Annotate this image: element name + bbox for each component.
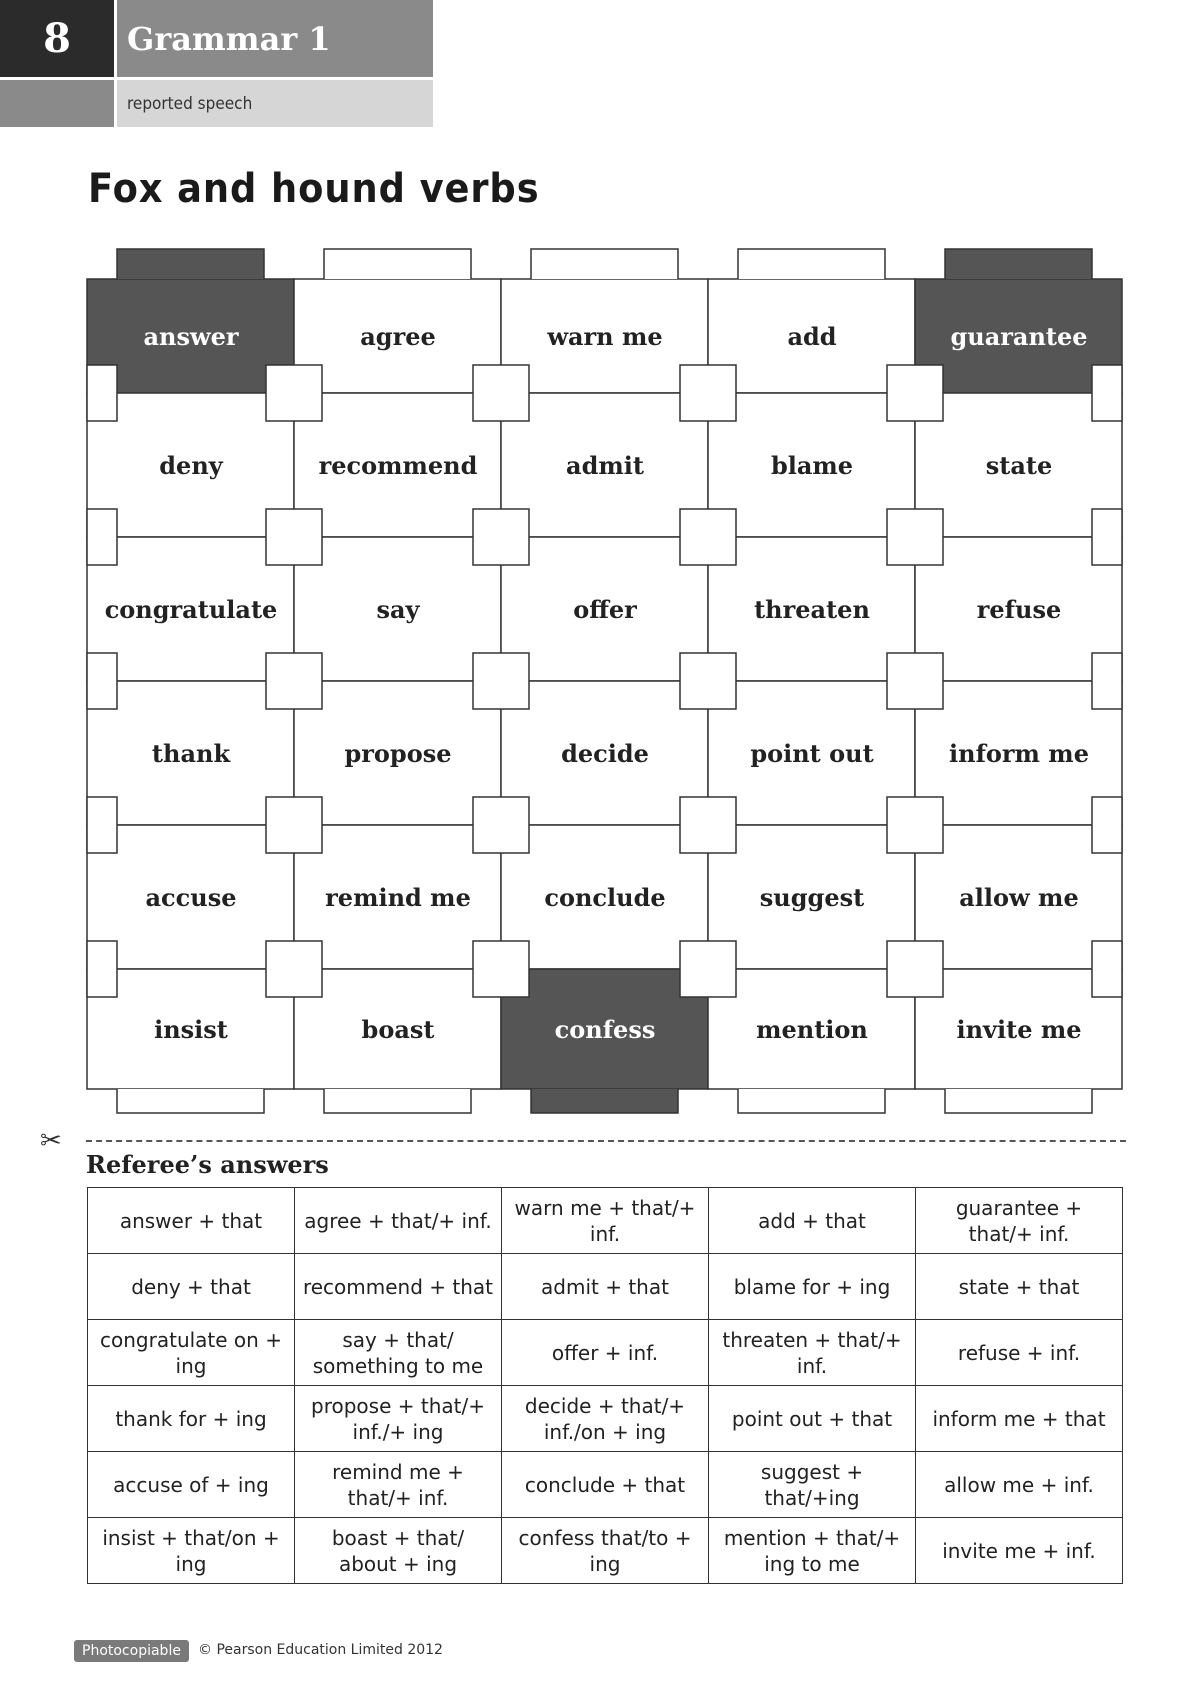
answer-cell: offer + inf. xyxy=(502,1320,709,1386)
verb-card: inform me xyxy=(949,738,1089,768)
verb-card: accuse xyxy=(145,882,237,912)
connector-square xyxy=(266,797,322,853)
answer-cell: guarantee + that/+ inf. xyxy=(916,1188,1123,1254)
board-cell-tab xyxy=(324,1089,471,1113)
connector-square xyxy=(473,941,529,997)
board-cell-tab xyxy=(531,1089,678,1113)
answer-cell: accuse of + ing xyxy=(88,1452,295,1518)
answer-cell: conclude + that xyxy=(502,1452,709,1518)
verb-card: recommend xyxy=(318,450,478,480)
board-cell-tab xyxy=(945,249,1092,279)
verb-card: allow me xyxy=(959,882,1079,912)
answer-cell: answer + that xyxy=(88,1188,295,1254)
connector-square xyxy=(473,797,529,853)
board-cell xyxy=(87,393,294,537)
verb-card: blame xyxy=(770,450,854,480)
connector-square xyxy=(473,365,529,421)
answer-cell: inform me + that xyxy=(916,1386,1123,1452)
board-cell xyxy=(708,279,915,393)
board-cell xyxy=(915,681,1122,825)
board-cell xyxy=(501,537,708,681)
table-row xyxy=(88,1518,1123,1584)
answer-cell: state + that xyxy=(916,1254,1123,1320)
table-row xyxy=(88,1386,1123,1452)
answer-cell: blame for + ing xyxy=(709,1254,916,1320)
scissors-icon: ✂ xyxy=(40,1126,62,1156)
answer-cell: insist + that/on + ing xyxy=(88,1518,295,1584)
answer-cell: recommend + that xyxy=(295,1254,502,1320)
answer-cell: thank for + ing xyxy=(88,1386,295,1452)
verb-card: insist xyxy=(154,1014,228,1044)
board-cell xyxy=(915,825,1122,969)
board-cell xyxy=(294,825,501,969)
connector-square xyxy=(680,365,736,421)
connector-square xyxy=(887,797,943,853)
board-cell xyxy=(294,393,501,537)
verb-card: add xyxy=(787,321,837,351)
edge-notch xyxy=(87,941,117,997)
verb-card: suggest xyxy=(759,882,865,912)
connector-square xyxy=(680,509,736,565)
board-cell xyxy=(87,681,294,825)
board-cell xyxy=(294,537,501,681)
board-cell xyxy=(708,969,915,1089)
verb-card: say xyxy=(376,594,420,624)
connector-square xyxy=(680,941,736,997)
edge-notch xyxy=(87,509,117,565)
answer-cell: refuse + inf. xyxy=(916,1320,1123,1386)
verb-card: boast xyxy=(361,1014,435,1044)
referee-answers-title: Referee’s answers xyxy=(86,1150,329,1179)
connector-square xyxy=(266,941,322,997)
verb-card: propose xyxy=(344,738,452,768)
connector-square xyxy=(266,653,322,709)
verb-card: threaten xyxy=(754,594,870,624)
board-cell-tab xyxy=(324,249,471,279)
page-title: Fox and hound verbs xyxy=(88,166,540,212)
connector-square xyxy=(887,941,943,997)
photocopiable-badge: Photocopiable xyxy=(74,1640,189,1662)
board-cell xyxy=(294,681,501,825)
board-cell xyxy=(501,825,708,969)
unit-number: 8 xyxy=(0,0,114,77)
answer-cell: remind me + that/+ inf. xyxy=(295,1452,502,1518)
connector-square xyxy=(680,797,736,853)
verb-card: congratulate xyxy=(104,594,278,624)
section-subtitle: reported speech xyxy=(117,80,433,127)
answer-cell: decide + that/+ inf./on + ing xyxy=(502,1386,709,1452)
answer-cell: invite me + inf. xyxy=(916,1518,1123,1584)
board-cell xyxy=(87,825,294,969)
board-cell-tab xyxy=(531,249,678,279)
answer-cell: warn me + that/+ inf. xyxy=(502,1188,709,1254)
verb-card: warn me xyxy=(547,321,663,351)
edge-notch xyxy=(1092,941,1122,997)
verb-card: point out xyxy=(750,738,874,768)
edge-notch xyxy=(87,365,117,421)
section-title: Grammar 1 xyxy=(117,0,433,77)
answer-cell: mention + that/+ ing to me xyxy=(709,1518,916,1584)
verb-card: guarantee xyxy=(950,321,1088,351)
board-cell xyxy=(87,279,294,393)
verb-card: agree xyxy=(360,321,436,351)
board-cell xyxy=(708,681,915,825)
table-row xyxy=(88,1452,1123,1518)
answer-cell: boast + that/ about + ing xyxy=(295,1518,502,1584)
board-cell xyxy=(87,969,294,1089)
edge-notch xyxy=(87,797,117,853)
answer-cell: deny + that xyxy=(88,1254,295,1320)
verb-card: refuse xyxy=(976,594,1062,624)
answer-cell: admit + that xyxy=(502,1254,709,1320)
board-cell xyxy=(708,825,915,969)
answer-cell: point out + that xyxy=(709,1386,916,1452)
verb-card: admit xyxy=(566,450,644,480)
edge-notch xyxy=(1092,797,1122,853)
answer-cell: suggest + that/+ing xyxy=(709,1452,916,1518)
verb-card: mention xyxy=(756,1014,868,1044)
edge-notch xyxy=(1092,509,1122,565)
board-cell xyxy=(501,681,708,825)
board-cell xyxy=(87,537,294,681)
connector-square xyxy=(473,509,529,565)
connector-square xyxy=(887,509,943,565)
connector-square xyxy=(266,509,322,565)
board-cell xyxy=(501,393,708,537)
board-cell xyxy=(294,279,501,393)
board-cell xyxy=(708,393,915,537)
board-cell xyxy=(708,537,915,681)
verb-card: remind me xyxy=(325,882,471,912)
board-cell xyxy=(915,393,1122,537)
copyright: © Pearson Education Limited 2012 xyxy=(198,1642,443,1658)
table-row xyxy=(88,1188,1123,1254)
answer-cell: add + that xyxy=(709,1188,916,1254)
answer-cell: congratulate on + ing xyxy=(88,1320,295,1386)
board-cell xyxy=(915,279,1122,393)
verb-card: deny xyxy=(159,450,223,480)
answer-cell: confess that/to + ing xyxy=(502,1518,709,1584)
answer-cell: say + that/ something to me xyxy=(295,1320,502,1386)
edge-notch xyxy=(1092,653,1122,709)
connector-square xyxy=(887,365,943,421)
verb-card: decide xyxy=(561,738,649,768)
board-cell xyxy=(501,279,708,393)
edge-notch xyxy=(1092,365,1122,421)
board-cell-tab xyxy=(738,1089,885,1113)
board-cell xyxy=(915,537,1122,681)
board-cell-tab xyxy=(945,1089,1092,1113)
verb-card: offer xyxy=(573,594,637,624)
connector-square xyxy=(473,653,529,709)
table-row xyxy=(88,1254,1123,1320)
table-row xyxy=(88,1320,1123,1386)
board-cell xyxy=(501,969,708,1089)
answer-cell: allow me + inf. xyxy=(916,1452,1123,1518)
referee-answers-table xyxy=(87,1187,1123,1584)
connector-square xyxy=(887,653,943,709)
verb-card: invite me xyxy=(956,1014,1082,1044)
answer-cell: agree + that/+ inf. xyxy=(295,1188,502,1254)
verb-card: thank xyxy=(151,738,231,768)
edge-notch xyxy=(87,653,117,709)
connector-square xyxy=(680,653,736,709)
board-cell xyxy=(915,969,1122,1089)
answer-cell: propose + that/+ inf./+ ing xyxy=(295,1386,502,1452)
board-cell-tab xyxy=(117,1089,264,1113)
board-cell xyxy=(294,969,501,1089)
verb-card: answer xyxy=(143,321,239,351)
connector-square xyxy=(266,365,322,421)
board-cell-tab xyxy=(738,249,885,279)
verb-card: state xyxy=(985,450,1053,480)
verb-card: conclude xyxy=(544,882,666,912)
cut-line xyxy=(86,1140,1126,1142)
answer-cell: threaten + that/+ inf. xyxy=(709,1320,916,1386)
board-cell-tab xyxy=(117,249,264,279)
verb-card: confess xyxy=(554,1014,656,1044)
